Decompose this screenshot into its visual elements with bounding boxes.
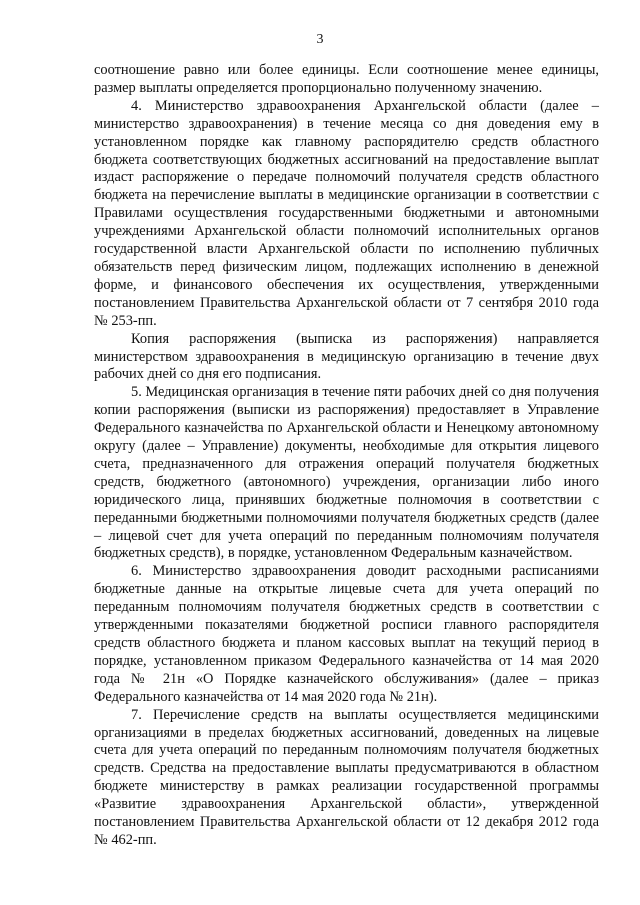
- paragraph-continuation: соотношение равно или более единицы. Если соотношение менее единицы, размер выплаты определяется пропорционально полученному значению.: [94, 62, 599, 96]
- document-body: [94, 62, 599, 850]
- paragraph-item-6: 6. Министерство здравоохранения доводит расходными расписаниями бюджетные данные на открытые лицевые счета для учета операций по переданным полномочиям получателя бюджетных средств в соответствии с утвержденными показателями бюджетной росписи главного распорядителя средств областного бюджета и планом кассовых выплат на текущий период в порядке, установленном приказом Федерального казначейства от 14 мая 2020 года № 21н «О Порядке казначейского обслуживания» (далее – приказ Федерального казначейства от 14 мая 2020 года № 21н).: [94, 563, 599, 705]
- page-number: 3: [316, 32, 324, 47]
- paragraph-item-5: 5. Медицинская организация в течение пяти рабочих дней со дня получения копии распоряжения (выписки из распоряжения) предоставляет в Управление Федерального казначейства по Архангельской области и Ненецкому автономному округу (далее – Управление) документы, необходимые для открытия лицевого счета, предназначенного для отражения операций получателя бюджетных средств, бюджетного (автономного) учреждения, организации либо иного юридического лица, принявших бюджетные полномочия в соответствии с переданными бюджетными полномочиями получателя бюджетных средств (далее – лицевой счет для учета операций по переданным полномочиям получателя бюджетных средств), в порядке, установленном Федеральным казначейством.: [94, 384, 599, 562]
- paragraph-copy-of-order: Копия распоряжения (выписка из распоряжения) направляется министерством здравоохранения в медицинскую организацию в течение двух рабочих дней со дня его подписания.: [94, 330, 599, 383]
- paragraph-item-4: 4. Министерство здравоохранения Архангельской области (далее – министерство здравоохранения) в течение месяца со дня доведения ему в установленном порядке как главному распорядителю средств областного бюджета соответствующих бюджетных ассигнований на предоставление выплат издаст распоряжение о передаче полномочий получателя средств областного бюджета на перечисление выплаты в медицинские организации в соответствии с Правилами осуществления государственными бюджетными и автономными учреждениями Архангельской области полномочий исполнительных органов государственной власти Архангельской области по исполнению публичных обязательств перед физическим лицом, подлежащих исполнению в денежной форме, и финансового обеспечения их осуществления, утвержденными постановлением Правительства Архангельской области от 7 сентября 2010 года № 253-пп.: [94, 97, 599, 329]
- paragraph-item-7: 7. Перечисление средств на выплаты осуществляется медицинскими организациями в пределах бюджетных ассигнований, доведенных на лицевые счета для учета операций по переданным полномочиям получателя бюджетных средств. Средства на предоставление выплаты предусматриваются в областном бюджете министерству в рамках реализации государственной программы «Развитие здравоохранения Архангельской области», утвержденной постановлением Правительства Архангельской области от 12 декабря 2012 года № 462-пп.: [94, 706, 599, 848]
